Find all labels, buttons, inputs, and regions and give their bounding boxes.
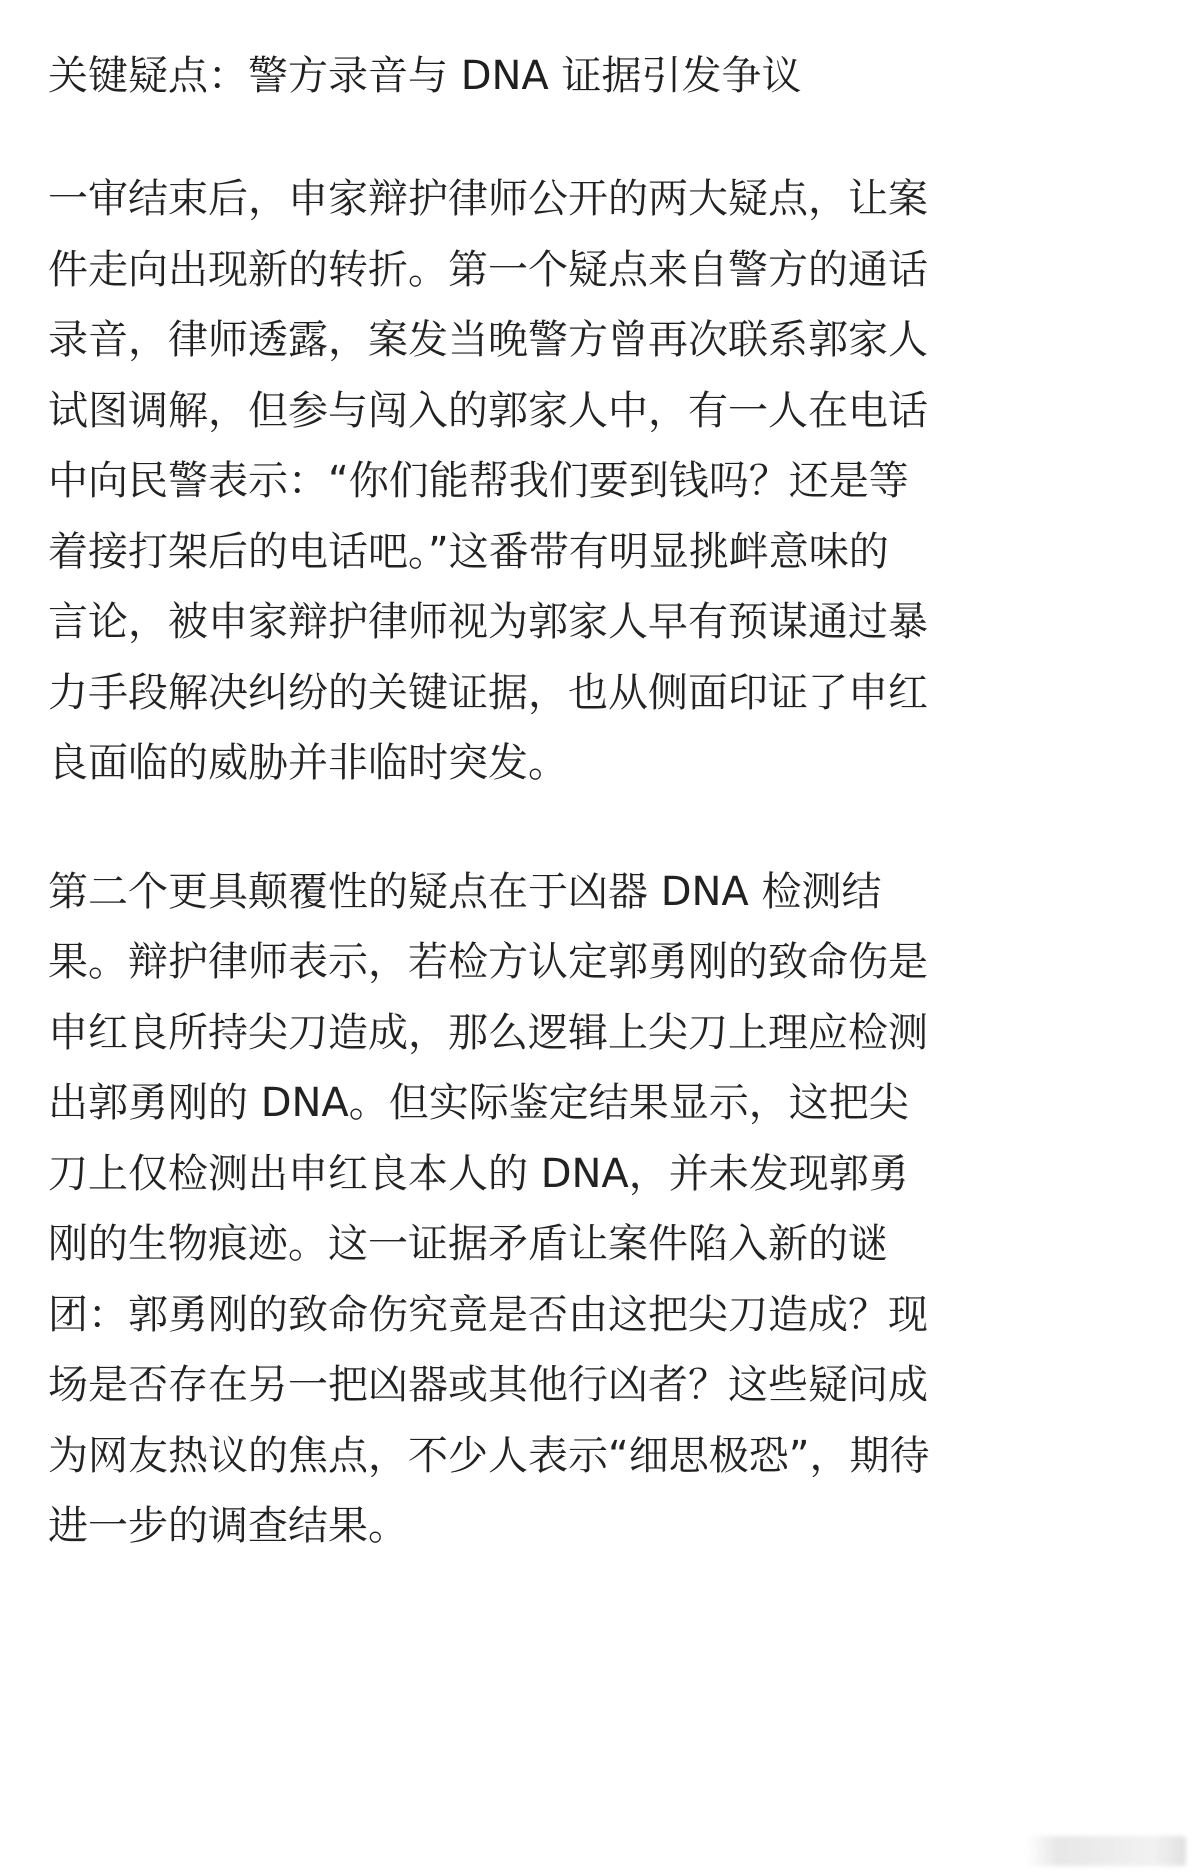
- text-line: 言论，被申家辩护律师视为郭家人早有预谋通过暴: [48, 599, 928, 645]
- text-line: 力手段解决纠纷的关键证据，也从侧面印证了申红: [48, 669, 928, 716]
- paragraph-police-recording: [48, 164, 1158, 799]
- text-line: 场是否存在另一把凶器或其他行凶者？这些疑问成: [48, 1362, 928, 1408]
- text-line: 中向民警表示：“你们能帮我们要到钱吗？还是等: [48, 458, 909, 504]
- text-line: 出郭勇刚的 DNA。但实际鉴定结果显示，这把尖: [48, 1080, 909, 1126]
- text-line: 刚的生物痕迹。这一证据矛盾让案件陷入新的谜: [48, 1221, 888, 1267]
- paragraph-dna-evidence: [48, 857, 1158, 1562]
- text-line: 一审结束后，申家辩护律师公开的两大疑点，让案: [48, 176, 928, 222]
- article-body: [48, 52, 1158, 1620]
- watermark-logo-icon: [1026, 1836, 1186, 1866]
- text-line: 团：郭勇刚的致命伤究竟是否由这把尖刀造成？现: [48, 1291, 928, 1338]
- text-line: 试图调解，但参与闯入的郭家人中，有一人在电话: [48, 387, 928, 434]
- text-line: 第二个更具颠覆性的疑点在于凶器 DNA 检测结: [48, 868, 882, 915]
- text-line: 录音，律师透露，案发当晚警方曾再次联系郭家人: [48, 317, 928, 363]
- text-line: 果。辩护律师表示，若检方认定郭勇刚的致命伤是: [48, 939, 928, 985]
- article-heading: 关键疑点：警方录音与 DNA 证据引发争议: [48, 53, 802, 99]
- text-line: 件走向出现新的转折。第一个疑点来自警方的通话: [48, 246, 928, 293]
- text-line: 刀上仅检测出申红良本人的 DNA，并未发现郭勇: [48, 1150, 909, 1197]
- text-line: 申红良所持尖刀造成，那么逻辑上尖刀上理应检测: [48, 1009, 928, 1056]
- text-line: 良面临的威胁并非临时突发。: [48, 740, 568, 786]
- text-line: 为网友热议的焦点，不少人表示“细思极恐”，期待: [48, 1432, 930, 1479]
- text-line: 着接打架后的电话吧。”这番带有明显挑衅意味的: [48, 528, 889, 575]
- text-line: 进一步的调查结果。: [48, 1503, 408, 1549]
